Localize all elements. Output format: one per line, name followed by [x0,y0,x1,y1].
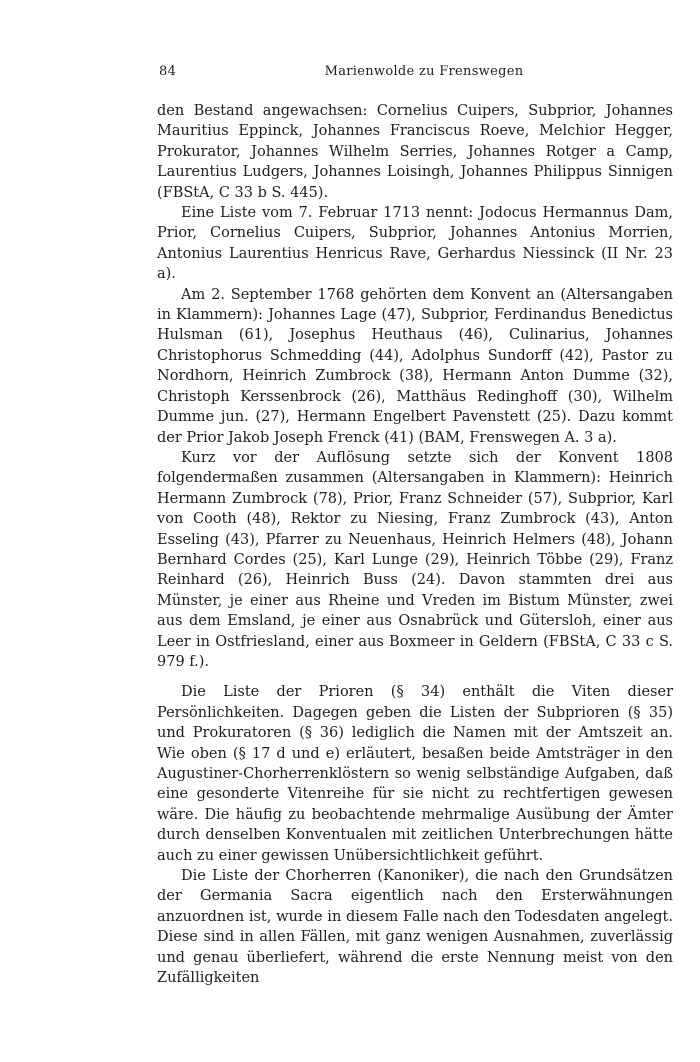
body-text [157,101,673,988]
book-page [157,64,673,988]
paragraph-lists-priors: Die Liste der Prioren (§ 34) enthält die Viten dieser Persönlichkeiten. Dagegen geben die Listen der Subprioren (§ 35) und Prokuratoren (§ 36) lediglich die Namen mit der Amtszeit an. Wie oben (§ 17 d und e) erläutert, besaßen beide Amtsträger in den Augustiner-Chorherrenklöstern so wenig selbständige Aufgaben, daß eine gesonderte Vitenreihe für sie nicht zu rechtfertigen gewesen wäre. Die häufig zu beobachtende mehrmalige Ausübung der Ämter durch denselben Konventualen mit zeitlichen Unterbrechungen hätte auch zu einer gewissen Unübersichtlichkeit geführt. [157,684,673,864]
paragraph-list-1713: Eine Liste vom 7. Februar 1713 nennt: Jodocus Hermannus Dam, Prior, Cornelius Cuipers, Subprior, Johannes Antonius Morrien, Antonius Laurentius Henricus Rave, Gerhardus Niessinck (II Nr. 23 a). [157,205,673,283]
page-number: 84 [159,64,177,79]
paragraph-canons-list: Die Liste der Chorherren (Kanoniker), die nach den Grundsätzen der Germania Sacra eigentlich nach den Ersterwähnungen anzuordnen ist, wurde in diesem Falle nach den Todesdaten angelegt. Diese sind in allen Fällen, mit ganz wenigen Ausnahmen, zuverlässig und genau überliefert, während die erste Nennung meist von den Zufälligkeiten [157,868,673,987]
paragraph-continued: den Bestand angewachsen: Cornelius Cuipers, Subprior, Johannes Mauritius Eppinck, Johannes Franciscus Roeve, Melchior Hegger, Prokurator, Johannes Wilhelm Serries, Johannes Rotger a Camp, Laurentius Ludgers, Johannes Loisingh, Johannes Philippus Sinnigen (FBStA, C 33 b S. 445). [157,103,673,201]
running-header [157,64,673,86]
running-title: Marienwolde zu Frenswegen [324,64,524,79]
paragraph-convent-1768: Am 2. September 1768 gehörten dem Konvent an (Altersangaben in Klammern): Johannes Lage (47), Subprior, Ferdinandus Benedictus Hulsman (61), Josephus Heuthaus (46), Culinarius, Johannes Christophorus Schmedding (44), Adolphus Sundorff (42), Pastor zu Nordhorn, Heinrich Zumbrock (38), Hermann Anton Dumme (32), Christoph Kerssenbrock (26), Matthäus Redinghoff (30), Wilhelm Dumme jun. (27), Hermann Engelbert Pavenstett (25). Dazu kommt der Prior Jakob Joseph Frenck (41) (BAM, Frenswegen A. 3 a). [157,286,673,446]
paragraph-convent-1808: Kurz vor der Auflösung setzte sich der Konvent 1808 folgendermaßen zusammen (Altersangaben in Klammern): Heinrich Hermann Zumbrock (78), Prior, Franz Schneider (57), Subprior, Karl von Cooth (48), Rektor zu Niesing, Franz Zumbrock (43), Anton Esseling (43), Pfarrer zu Neuenhaus, Heinrich Helmers (48), Johann Bernhard Cordes (25), Karl Lunge (29), Heinrich Többe (29), Franz Reinhard (26), Heinrich Buss (24). Davon stammten drei aus Münster, je einer aus Rheine und Vreden im Bistum Münster, zwei aus dem Emsland, je einer aus Osnabrück und Gütersloh, einer aus Leer in Ostfriesland, einer aus Boxmeer in Geldern (FBStA, C 33 c S. 979 f.). [157,449,673,670]
